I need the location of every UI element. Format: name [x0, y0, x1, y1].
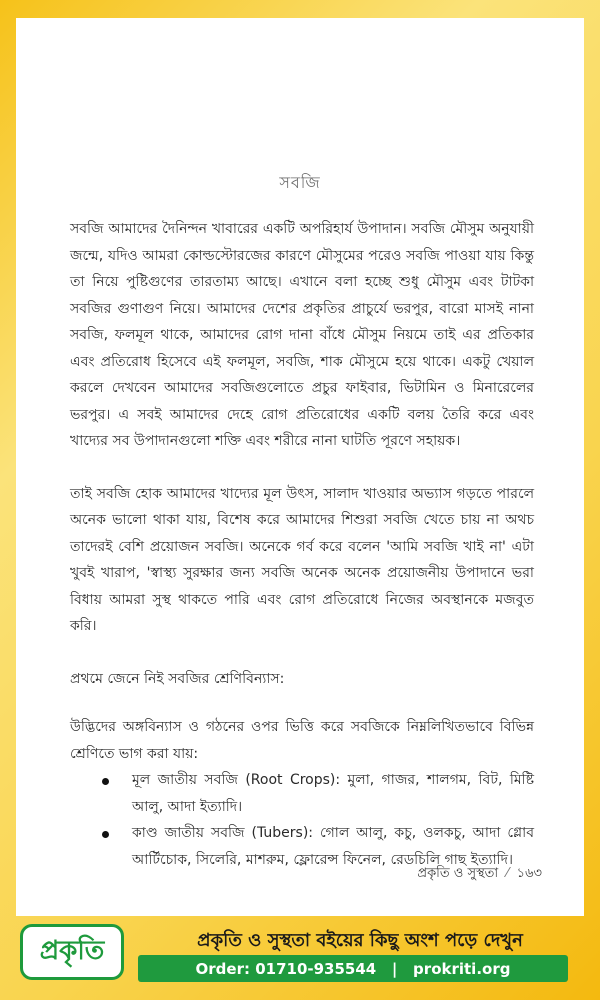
- vegetable-category-list: [70, 767, 534, 873]
- footer-separator: ⁄: [506, 866, 509, 881]
- bullet-icon: [102, 831, 109, 838]
- page-body: [70, 216, 534, 873]
- prokriti-logo[interactable]: [20, 924, 124, 980]
- list-item-text: মূল জাতীয় সবজি (Root Crops): মুলা, গাজর, শালগম, বিট, মিষ্টি আলু, আদা ইত্যাদি।: [132, 772, 534, 815]
- footer-book-title: প্রকৃতি ও সুস্থতা: [417, 866, 499, 881]
- page-title: সবজি: [279, 173, 321, 192]
- list-item-text: কাণ্ড জাতীয় সবজি (Tubers): গোল আলু, কচু, ওলকচু, আদা গ্লোব আর্টিচোক, সিলেরি, মাশরুম, ফ্লোরেন্স ফিনেল, রেডচিলি গাছ ইত্যাদি।: [132, 825, 534, 868]
- paragraph-classification-heading: প্রথমে জেনে নিই সবজির শ্রেণিবিন্যাস:: [70, 670, 285, 687]
- paragraph-intro: সবজি আমাদের দৈনিন্দন খাবারের একটি অপরিহার্য উপাদান। সবজি মৌসুম অনুযায়ী জন্মে, যদিও আমরা কোল্ডস্টোরজের কারণে মৌসুমের পরেও সবজি পাওয়া যায় কিন্তু তা নিয়ে পুষ্টিগুণের তারতাম্য আছে। এখানে বলা হচ্ছে শুধু মৌসুম এবং টাটকা সবজির গুণাগুণ নিয়ে। আমাদের দেশের প্রকৃতির প্রাচুর্যে ভরপুর, বারো মাসই নানা সবজি, ফলমূল থাকে, আমাদের রোগ দানা বাঁধে মৌসুম নিয়মে তাই এর প্রতিকার এবং প্রতিরোধ হিসেবে এই ফলমূল, সবজি, শাক মৌসুমে হয়ে থাকে। একটু খেয়াল করলে দেখবেন আমাদের সবজিগুলোতে প্রচুর ফাইবার, ভিটামিন ও মিনারেলের ভরপুর। এ সবই আমাদের দেহে রোগ প্রতিরোধের একটি বলয় তৈরি করে এবং খাদ্যের সব উপাদানগুলো শক্তি এবং শরীরে নানা ঘাটতি পূরণে সহায়ক।: [70, 221, 534, 449]
- logo-text: প্রকৃতি: [39, 936, 105, 966]
- book-page: [16, 18, 584, 916]
- list-item: [70, 767, 534, 820]
- page-footer: [417, 864, 542, 885]
- page-number: ১৬৩: [516, 866, 542, 881]
- paragraph-classification-intro: উদ্ভিদের অঙ্গবিন্যাস ও গঠনের ওপর ভিত্তি করে সবজিকে নিম্নলিখিতভাবে বিভিন্ন শ্রেণিতে ভাগ করা যায়:: [70, 719, 534, 762]
- paragraph-advice: তাই সবজি হোক আমাদের খাদ্যের মূল উৎস, সালাদ খাওয়ার অভ্যাস গড়তে পারলে অনেক ভালো থাকা যায়, বিশেষ করে আমাদের শিশুরা সবজি খেতে চায় না অথচ তাদেরই বেশি প্রয়োজন সবজি। অনেকে গর্ব করে বলেন 'আমি সবজি খাই না' এটা খুবই খারাপ, 'স্বাস্থ্য সুরক্ষার জন্য সবজি অনেক অনেক প্রয়োজনীয় উপাদানে ভরা বিধায় আমরা সুস্থ থাকতে পারি এবং রোগ প্রতিরোধে নিজের অবস্থানকে মজবুত করি।: [70, 485, 534, 634]
- bullet-icon: [102, 778, 109, 785]
- promo-tagline: প্রকৃতি ও সুস্থতা বইয়ের কিছু অংশ পড়ে দেখুন: [197, 930, 523, 951]
- order-contact-bar[interactable]: Order: 01710-935544 | prokriti.org: [138, 955, 568, 982]
